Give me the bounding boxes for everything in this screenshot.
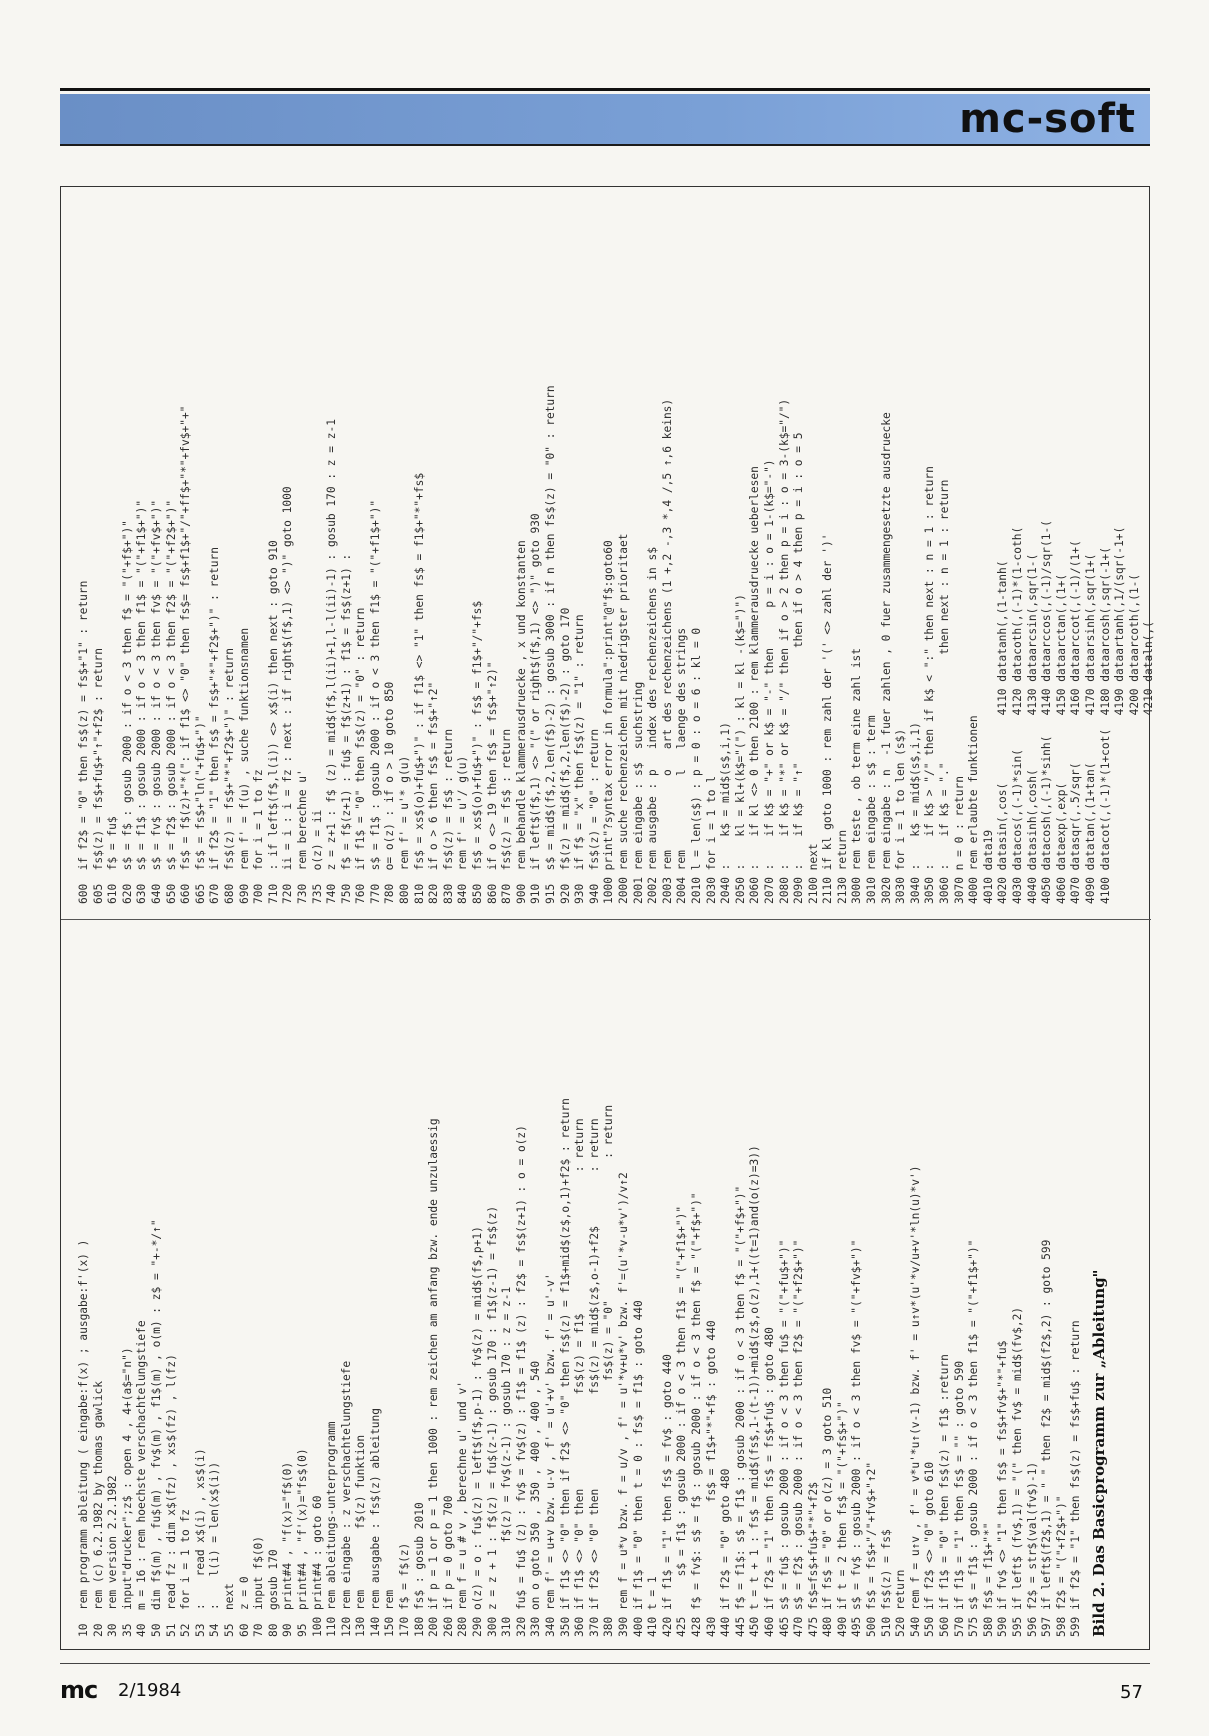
code-line: 55 next [222, 1583, 236, 1637]
code-line: 900 rem behandle klammerausdruecke , x und konstanten [514, 540, 528, 904]
code-line: 780 o= o(z) : if o > 10 goto 850 [383, 681, 397, 904]
code-line: 440 if f2$ = "0" goto 480 [719, 1468, 733, 1637]
code-line: 4200 dataarcoth(,(1-( [1127, 573, 1141, 716]
code-line: 3050 : if k$ > "/" then if k$ < ":" then next : n = 1 : return [923, 466, 937, 904]
code-line: 850 fs$ = xs$(o)+fu$+")" : fs$ = f1$+"/"+fs$ [471, 600, 485, 904]
code-line: 520 return [894, 1569, 908, 1637]
code-line: 4040 datasinh(,cosh( 4130 dataarcsin(,sqr(1-( [1025, 553, 1039, 904]
code-line: 2050 : kl = kl+(k$="(") : kl = kl -(k$=")") [733, 594, 747, 904]
code-line: 428 f$ = fv$: s$ = f$ : gosub 2000 : if o < 3 then f$ = "("+f$+")" [689, 1192, 703, 1637]
code-line: 370 if f2$ <> "0" then fs$(z) = mid$(z$,o-1)+f2$ : return [587, 1118, 601, 1637]
code-line: 650 s$ = f2$ : gosub 2000 : if o < 3 then f2$ = "("+f2$+")" [164, 499, 178, 904]
program-listing-frame [60, 186, 1156, 1650]
code-line: 2080 : if k$ = "*" or k$ = "/" then if o > 2 then p = i : o = 3-(k$="/") [777, 398, 791, 904]
code-line: 200 if p = 1 or p = 1 then 1000 : rem zeichen am anfang bzw. ende unzulaessig [427, 1118, 441, 1637]
code-line: 810 fs$ = xs$(o)+fu$+")" : if f1$ <> "1" then fs$ = f1$+"*"+fs$ [412, 472, 426, 904]
code-line: 630 s$ = f1$ : gosub 2000 : if o < 3 then f1$ = "("+f1$+")" [135, 499, 149, 904]
code-line: 940 fs$(z) = "0" : return [587, 728, 601, 904]
code-line: 430 fs$ = f1$+"*"+f$ : goto 440 [704, 1320, 718, 1637]
code-line: 3000 rem teste , ob term eine zahl ist [850, 648, 864, 904]
code-line: 2110 if kl goto 1000 : rem zahl der '(' <> zahl der ')' [821, 533, 835, 904]
code-line: 35 input"drucker";z$ : open 4 , 4+(a$="n") [120, 1347, 134, 1637]
code-line: 450 t = t + 1 : fs$ = mid$(fs$,1-(t-1))+mid$(z$,o(z),1+((t=1)and(o(z)=3)) [748, 1145, 762, 1637]
code-line: 100 print#4 : goto 60 [310, 1495, 324, 1637]
header-rule [60, 88, 1150, 91]
code-line: 4020 datasin(,cos( 4110 datatanh(,(1-tanh( [996, 560, 1010, 904]
code-line: 20 rem (c) 6.2.1982 by thomas gawlick [91, 1381, 105, 1637]
code-line: 605 fs$(z) = fs$+fu$+"↑"+f2$ : return [91, 648, 105, 904]
footer-rule [60, 1663, 1150, 1664]
code-line: 2060 : if kl <> 0 then 2100 : rem klammerausdruecke ueberlesen [748, 466, 762, 904]
code-block-right [77, 201, 1157, 904]
code-line: 95 print#4 , "f'(x)="fs$(0) [295, 1448, 309, 1637]
code-line: 660 fs$ = f$(z)+"*(": if f1$ <> "0" then fs$= fs$+f1$+"/"+ff$+"*"+fv$+"+" [179, 405, 193, 904]
code-line: 670 if f2$ = "1" then fs$ = fs$+"*"+f2$+")" : return [208, 547, 222, 904]
code-line: 830 fs$(z) = fs$ : return [441, 728, 455, 904]
code-line: 490 if t = 2 then fs$ = "("+fs$+")" [835, 1401, 849, 1637]
code-line: 60 z = 0 [237, 1576, 251, 1637]
code-line: 260 if p = 0 goto 700 [441, 1495, 455, 1637]
code-line: 730 rem berechne u' [295, 769, 309, 904]
code-line: 310 f$(z) = fv$(z-1) : gosub 170 : z = z-1 [500, 1286, 514, 1637]
code-line: 4060 dataexp(,exp( 4150 dataarctan(,(1+( [1054, 573, 1068, 904]
code-line: 920 f$(z) = mid$(f$,2,len(f$)-2) : goto 170 [558, 607, 572, 904]
code-line: 580 fs$ = f1$+"*" [981, 1522, 995, 1637]
section-banner [60, 94, 1150, 146]
code-line: 665 fs$ = fs$+"ln("+fu$+")" [193, 715, 207, 904]
code-line: 590 if fv$ <> "1" then fs$ = fs$+fv$+"*"+fu$ [996, 1340, 1010, 1637]
code-line: 910 if left$(f$,1) <> "(" or right$(f$,1) <> ")" goto 930 [529, 513, 543, 904]
code-line: 51 read fz : dim x$(fz) , xs$(fz) , l(fz) [164, 1354, 178, 1637]
code-line: 700 for i = 1 to fz [252, 769, 266, 904]
code-line: 70 input f$(0) [252, 1535, 266, 1637]
code-line: 4050 datacosh(,(-1)*sinh( 4140 dataarccos(,(-1)/sqr(1-( [1040, 520, 1054, 904]
code-line: 120 rem eingabe : z verschachtelungstiefe [339, 1360, 353, 1637]
code-line: 500 fs$ = fs$+"/"+fv$+"↑2" [865, 1461, 879, 1637]
code-line: 50 dim f$(m) , fu$(m) , fv$(m) , f1$(m) , o(m) : z$ = "+-*/↑" [149, 1219, 163, 1637]
code-line: 53 : read x$(i) , xs$(i) [193, 1448, 207, 1637]
code-line: 599 if f2$ = "1" then fs$(z) = fs$+fu$ : return [1069, 1320, 1083, 1637]
code-line: 480 if fs$ = "0" or o(z) = 3 goto 510 [821, 1387, 835, 1637]
issue-label: 2/1984 [118, 1680, 182, 1701]
code-line: 640 s$ = fv$ : gosub 2000 : if o < 3 then fv$ = "("+fv$+")" [149, 499, 163, 904]
code-line: 4010 data19 [981, 829, 995, 904]
code-line: 40 m = 16 : rem hoechste verschachtelungstiefe [135, 1320, 149, 1637]
code-line: 2030 for i = 1 to l [704, 776, 718, 904]
listing-column-left [61, 919, 1151, 1651]
code-line: 735 o(z) = ii [310, 809, 324, 904]
code-line: 54 : l(i) = len(x$(i)) [208, 1461, 222, 1637]
code-line: 2130 return [835, 829, 849, 904]
code-line: 495 s$ = fv$ : gosub 2000 : if o < 3 then fv$ = "("+fv$+")" [850, 1239, 864, 1637]
code-line: 740 z = z+1 : f$ (z) = mid$(f$,l(ii)+1,l-l(ii)-1) : gosub 170 : z = z-1 [325, 419, 339, 904]
code-line: 330 on o goto 350 , 350 , 400 , 400 , 540 [529, 1360, 543, 1637]
code-line: 710 : if left$(f$,l(i)) <> x$(i) then next : goto 910 [266, 540, 280, 904]
code-line: 2001 rem eingabe : s$ suchstring [631, 681, 645, 904]
code-line: 2000 rem suche rechenzeichen mit niedrigster prioritaet [616, 533, 630, 904]
code-line: 4210 dataln(,( [1142, 621, 1156, 904]
code-line: 3030 for i = 1 to len (s$) [894, 728, 908, 904]
code-line: 3010 rem eingabe : s$ : term [865, 715, 879, 904]
code-line: 90 print#4 , "f(x)="f$(0) [281, 1461, 295, 1637]
code-line: 3070 n = 0 : return [952, 776, 966, 904]
code-line: 2090 : if k$ = "↑" then if o > 4 then p = i : o = 5 [792, 432, 806, 904]
code-line: 760 if f1$ = "0" then fs$(z) = "0" : return [354, 607, 368, 904]
code-line: 410 t = 1 [646, 1576, 660, 1637]
code-line: 4030 datacos(,(-1)*sin( 4120 datacoth(,(-1)*(1-coth( [1011, 526, 1024, 904]
code-line: 390 rem f = u*v bzw. f = u/v , f' = u'*v+u*v' bzw. f'=(u'*v-u*v')/v↑2 [616, 1172, 630, 1637]
code-line: 3020 rem eingabe : n -1 fuer zahlen , 0 fuer zusammengesetzte ausdruecke [879, 412, 893, 904]
code-line: 680 fs$(z) = fs$+"*"+f2$+")" : return [222, 648, 236, 904]
code-line: 300 z = z + 1 : f$(z) = fu$(z-1) : gosub 170 : f1$(z-1) = fs$(z) [485, 1205, 499, 1637]
code-line: 400 if f1$ = "0" then t = 0 : fs$ = f1$ : goto 440 [631, 1300, 645, 1637]
code-line: 690 rem f' = f(u) , suche funktionsnamen [237, 627, 251, 904]
code-line: 445 f$ = f1$: s$ = f1$ : gosub 2000 : if o < 3 then f$ = "("+f$+")" [733, 1185, 747, 1637]
code-line: 610 f$ = fu$ [106, 816, 120, 904]
section-logo: mc-soft [959, 96, 1136, 142]
code-line: 320 fu$ = fu$ (z) : fv$ = fv$(z) : f1$ = f1$ (z) : f2$ = fs$(z+1) : o = o(z) [514, 1125, 528, 1637]
code-line: 3040 : k$ = mid$(s$,i,1) [908, 722, 922, 904]
code-line: 600 if f2$ = "0" then fs$(z) = fs$+"1" : return [77, 580, 90, 904]
code-line: 720 ii = i : i = fz : next : if right$(f$,1) <> ")" goto 1000 [281, 486, 295, 904]
code-line: 4000 rem erlaubte funktionen [967, 715, 981, 904]
magazine-logo: mc [60, 1676, 98, 1704]
code-line: 2003 rem o art des rechenzeichens (1 +,2 -,3 *,4 /,5 ↑,6 keins) [660, 398, 674, 904]
listing-column-right [61, 187, 1156, 918]
code-line: 380 fs$(z) = "0" : return [602, 1104, 616, 1637]
code-line: 140 rem ausgabe : fs$(z) ableitung [368, 1407, 382, 1637]
code-line: 180 fs$ : gosub 2010 [412, 1502, 426, 1637]
code-line: 2002 rem ausgabe : p index des rechenzeichens in s$ [646, 547, 660, 904]
code-line: 800 rem f' = u'* g(u) [398, 755, 412, 904]
code-line: 595 if left$ (fv$,1) = "(" then fv$ = mid$(fv$,2) [1011, 1306, 1024, 1637]
code-line: 2070 : if k$ = "+" or k$ = "-" then p = i : o = 1-(k$="-") [762, 459, 776, 904]
code-line: 52 for i = 1 to fz [179, 1509, 193, 1637]
code-line: 80 gosub 170 [266, 1549, 280, 1637]
code-line: 510 fs$(z) = fs$ [879, 1529, 893, 1637]
code-line: 930 if f$ = "x" then fs$(z) = "1" : return [573, 614, 587, 904]
code-line: 110 rem ableitungs-unterprogramm [325, 1421, 339, 1637]
code-line: 620 s$ = f$ : gosub 2000 : if o < 3 then f$ = "("+f$+")" [120, 520, 134, 904]
code-line: 10 rem programm ableitung ( eingabe:f(x) ; ausgabe:f'(x) ) [77, 1239, 90, 1637]
rotated-listing [61, 187, 1156, 1651]
code-line: 540 rem f = u↑v , f' = v*u'*u↑(v-1) bzw. f' = u↑v*(u'*v/u+v'*ln(u)*v') [908, 1165, 922, 1637]
code-line: 360 if f1$ <> "0" then fs$(z) = f1$ : return [573, 1118, 587, 1637]
code-line: 860 if o <> 19 then fs$ = fs$+"↑2)" [485, 661, 499, 904]
code-line: 130 rem f$(z) funktion [354, 1434, 368, 1637]
code-line: 2004 rem l laenge des strings [675, 627, 689, 904]
code-line: 840 rem f' = u'/ g(u) [456, 755, 470, 904]
code-line: 150 rem [383, 1589, 397, 1637]
code-line: 170 f$ = f$(z) [398, 1542, 412, 1637]
code-line: 470 s$ = f2$ : gosub 2000 : if o < 3 then f2$ = "("+f2$+")" [792, 1239, 806, 1637]
code-line: 460 if f2$ = "1" then fs$ = fs$+fu$ : goto 480 [762, 1327, 776, 1637]
code-line: 560 if f1$ = "0" then fs$(z) = f1$ :return [938, 1354, 952, 1637]
figure-caption: Bild 2. Das Basicprogramm zur „Ableitung" [1089, 1269, 1108, 1637]
code-line: 4100 datacot(,(-1)*(1+cot( 4180 dataarcosh(,sqr(-1+( [1098, 547, 1112, 904]
code-line: 465 s$ = fu$ : gosub 2000 : if o < 3 then fu$ = "("+fu$+")" [777, 1239, 791, 1637]
code-line: 4190 dataartanh(,1/(sqr(-1+( [1113, 526, 1127, 716]
code-line: 596 f2$ = str$(val(fv$)-1) [1025, 1461, 1039, 1637]
code-line: 280 rem f = u # v , berechne u' und v' [456, 1381, 470, 1637]
code-line: 475 fs$=fs$+fu$+"*"+f2$ [806, 1482, 820, 1637]
code-line: 3060 : if k$ = "." then next : n = 1 : return [938, 479, 952, 904]
code-line: 575 s$ = f1$ : gosub 2000 : if o < 3 then f1$ = "("+f1$+")" [967, 1239, 981, 1637]
code-line: 350 if f1$ <> "0" then if f2$ <> "0" then fs$(z) = f1$+mid$(z$,o,1)+f2$ : return [558, 1098, 572, 1637]
code-line: 750 f$ = f$(z+1) : fu$ = f$(z+1) : f1$ = fs$(z+1) : [339, 553, 353, 904]
code-line: 4090 datatan(,(1+tan( 4170 dataarsinh(,sqr(1+( [1083, 553, 1097, 904]
code-line: 570 if f1$ = "1" then fs$ = "" : goto 590 [952, 1360, 966, 1637]
code-line: 598 f2$ = "("+f2$+")" [1054, 1495, 1068, 1637]
code-line: 770 s$ = f1$ : gosub 2000 : if o < 3 then f1$ = "("+f1$+")" [368, 499, 382, 904]
code-line: 30 rem version 2.2.1982 [106, 1475, 120, 1637]
code-line: 820 if o > 6 then fs$ = fs$+"↑2" [427, 681, 441, 904]
code-line: 420 if f1$ = "1" then fs$ = fv$ : goto 440 [660, 1354, 674, 1637]
code-block-left [77, 934, 1084, 1637]
code-line: 2010 l = len(s$) : p = 0 : o = 6 : kl = 0 [689, 627, 703, 904]
code-line: 340 rem f' = u+v bzw. u-v , f' = u'+v' bzw. f' = u'-v' [544, 1273, 557, 1637]
code-line: 597 if left$(f2$,1) = " " then f2$ = mid$(f2$,2) : goto 599 [1040, 1239, 1054, 1637]
page-number: 57 [1120, 1682, 1143, 1703]
code-line: 550 if f2$ <> "0" goto 610 [923, 1461, 937, 1637]
code-line: 425 s$ = f1$ : gosub 2000 : if o < 3 then f1$ = "("+f1$+")" [675, 1205, 689, 1637]
code-line: 2040 : k$ = mid$(s$,i,1) [719, 722, 733, 904]
code-line: 290 o(z) = o : fu$(z) = left$(f$,p-1) : fv$(z) = mid$(f$,p+1) [471, 1226, 485, 1637]
code-line: 4070 datasqr(,.5/sqr( 4160 dataarccot(,(-1)/(1+( [1069, 540, 1083, 904]
code-line: 1000 print"?syntax error in formula":print"@"f$:goto60 [602, 540, 616, 904]
code-line: 2100 next [806, 843, 820, 904]
code-line: 870 fs$(z) = fs$ : return [500, 728, 514, 904]
code-line: 915 s$ = mid$(f$,2,len(f$)-2) : gosub 3000 : if n then fs$(z) = "0" : return [544, 385, 557, 904]
